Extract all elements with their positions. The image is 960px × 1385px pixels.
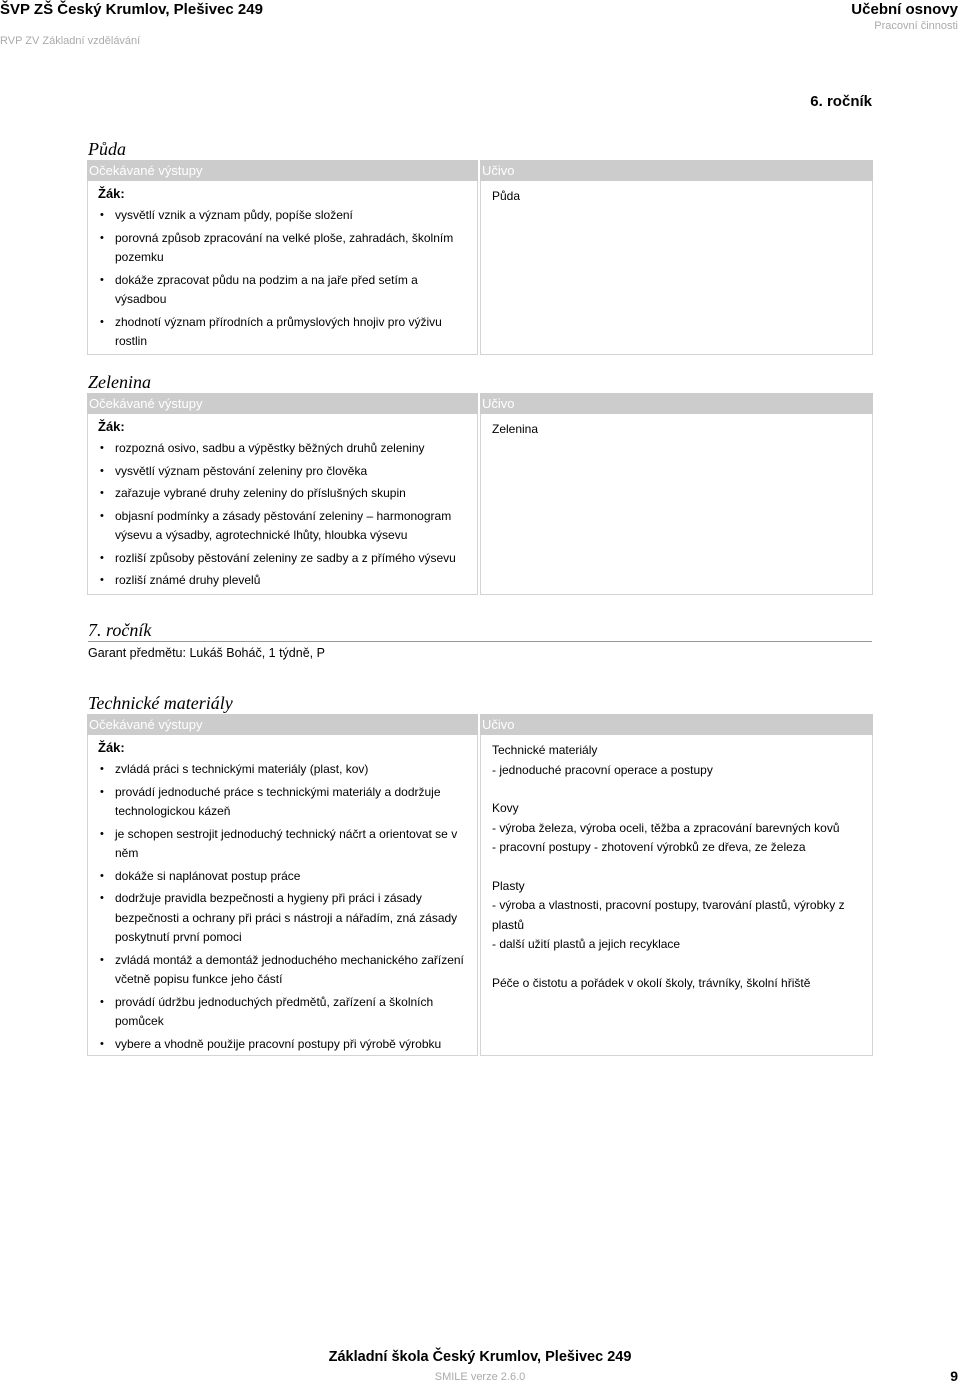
outcomes-list [88, 760, 477, 1054]
outcomes-column [87, 714, 478, 1056]
table-puda [87, 160, 873, 355]
footer-school-name: Základní škola Český Krumlov, Plešivec 249 [328, 1349, 632, 1365]
outcomes-header: Očekávané výstupy [87, 160, 478, 181]
pupil-label: Žák: [98, 186, 125, 201]
curriculum-line: Zelenina [492, 422, 539, 436]
list-item: • zvládá práci s technickými materiály (plast, kov) [88, 760, 477, 780]
curriculum-content [481, 735, 872, 993]
list-item: • vybere a vhodně použije pracovní postupy při výrobě výrobku [88, 1035, 477, 1055]
list-item: • porovná způsob zpracování na velké ploše, zahradách, školním pozemku [88, 229, 477, 268]
document-title: ŠVP ZŠ Český Krumlov, Plešivec 249 [0, 1, 263, 18]
footer-version: SMILE verze 2.6.0 [434, 1371, 526, 1383]
curriculum-line: Kovy [492, 801, 519, 815]
list-item: • rozliší známé druhy plevelů [88, 571, 477, 591]
curriculum-line: - výroba a vlastnosti, pracovní postupy, tvarování plastů, výrobky z plastů [492, 898, 845, 932]
section-title-puda: Půda [88, 139, 126, 159]
grade-6-label: 6. ročník [810, 93, 872, 110]
list-item: • zvládá montáž a demontáž jednoduchého mechanického zařízení včetně popisu funkce jeho částí [88, 951, 477, 990]
list-item: • objasní podmínky a zásady pěstování zeleniny – harmonogram výsevu a výsadby, agrotechnické lhůty, hloubka výsevu [88, 507, 477, 546]
outcomes-list [88, 439, 477, 591]
curriculum-content [481, 181, 872, 207]
list-item: • dokáže si naplánovat postup práce [88, 867, 477, 887]
outcomes-list [88, 206, 477, 352]
list-item: • dodržuje pravidla bezpečnosti a hygieny při práci i zásady bezpečnosti a ochrany při práci s nástroji a nářadím, zná zásady poskytnutí první pomoci [88, 889, 477, 948]
subject-name: Pracovní činnosti [874, 20, 958, 32]
list-item: • provádí jednoduché práce s technickými materiály a dodržuje technologickou kázeň [88, 783, 477, 822]
section-title-zelenina: Zelenina [88, 372, 151, 392]
curriculum-line: Péče o čistotu a pořádek v okolí školy, trávníky, školní hřiště [492, 975, 811, 990]
list-item: • zhodnotí význam přírodních a průmyslových hnojiv pro výživu rostlin [88, 313, 477, 352]
outcomes-header: Očekávané výstupy [87, 393, 478, 414]
curriculum-header: Učivo [480, 393, 873, 414]
outcomes-header: Očekávané výstupy [87, 714, 478, 735]
subject-guarantor: Garant předmětu: Lukáš Boháč, 1 týdně, P [88, 646, 325, 660]
curriculum-line: Technické materiály [492, 743, 598, 757]
curriculum-line: Plasty [492, 878, 525, 893]
curriculum-header: Učivo [480, 714, 873, 735]
curriculum-line: - další užití plastů a jejich recyklace [492, 937, 681, 951]
list-item: • zařazuje vybrané druhy zeleniny do příslušných skupin [88, 484, 477, 504]
list-item: • vysvětlí vznik a význam půdy, popíše složení [88, 206, 477, 226]
list-item: • rozliší způsoby pěstování zeleniny ze sadby a z přímého výsevu [88, 549, 477, 569]
outcomes-column [87, 393, 478, 595]
curriculum-content [481, 414, 872, 440]
curriculum-column [480, 160, 873, 355]
curriculum-line: - pracovní postupy - zhotovení výrobků ze dřeva, ze železa [492, 840, 806, 854]
list-item: • vysvětlí význam pěstování zeleniny pro člověka [88, 462, 477, 482]
section-heading: Učební osnovy [851, 1, 958, 18]
pupil-label: Žák: [98, 419, 125, 434]
curriculum-column [480, 714, 873, 1056]
table-technicke-materialy [87, 714, 873, 1056]
curriculum-line: - jednoduché pracovní operace a postupy [492, 762, 713, 777]
page-number: 9 [950, 1368, 958, 1384]
curriculum-line: Půda [492, 189, 521, 203]
outcomes-column [87, 160, 478, 355]
grade-7-heading: 7. ročník [88, 620, 872, 642]
curriculum-column [480, 393, 873, 595]
curriculum-header: Učivo [480, 160, 873, 181]
table-zelenina [87, 393, 873, 595]
curriculum-line: - výroba železa, výroba oceli, těžba a zpracování barevných kovů [492, 820, 840, 835]
pupil-label: Žák: [98, 740, 125, 755]
document-subtitle: RVP ZV Základní vzdělávání [0, 35, 141, 47]
list-item: • je schopen sestrojit jednoduchý technický náčrt a orientovat se v něm [88, 825, 477, 864]
list-item: • provádí údržbu jednoduchých předmětů, zařízení a školních pomůcek [88, 993, 477, 1032]
list-item: • dokáže zpracovat půdu na podzim a na jaře před setím a výsadbou [88, 271, 477, 310]
list-item: • rozpozná osivo, sadbu a výpěstky běžných druhů zeleniny [88, 439, 477, 459]
section-title-technicke-materialy: Technické materiály [88, 693, 233, 713]
